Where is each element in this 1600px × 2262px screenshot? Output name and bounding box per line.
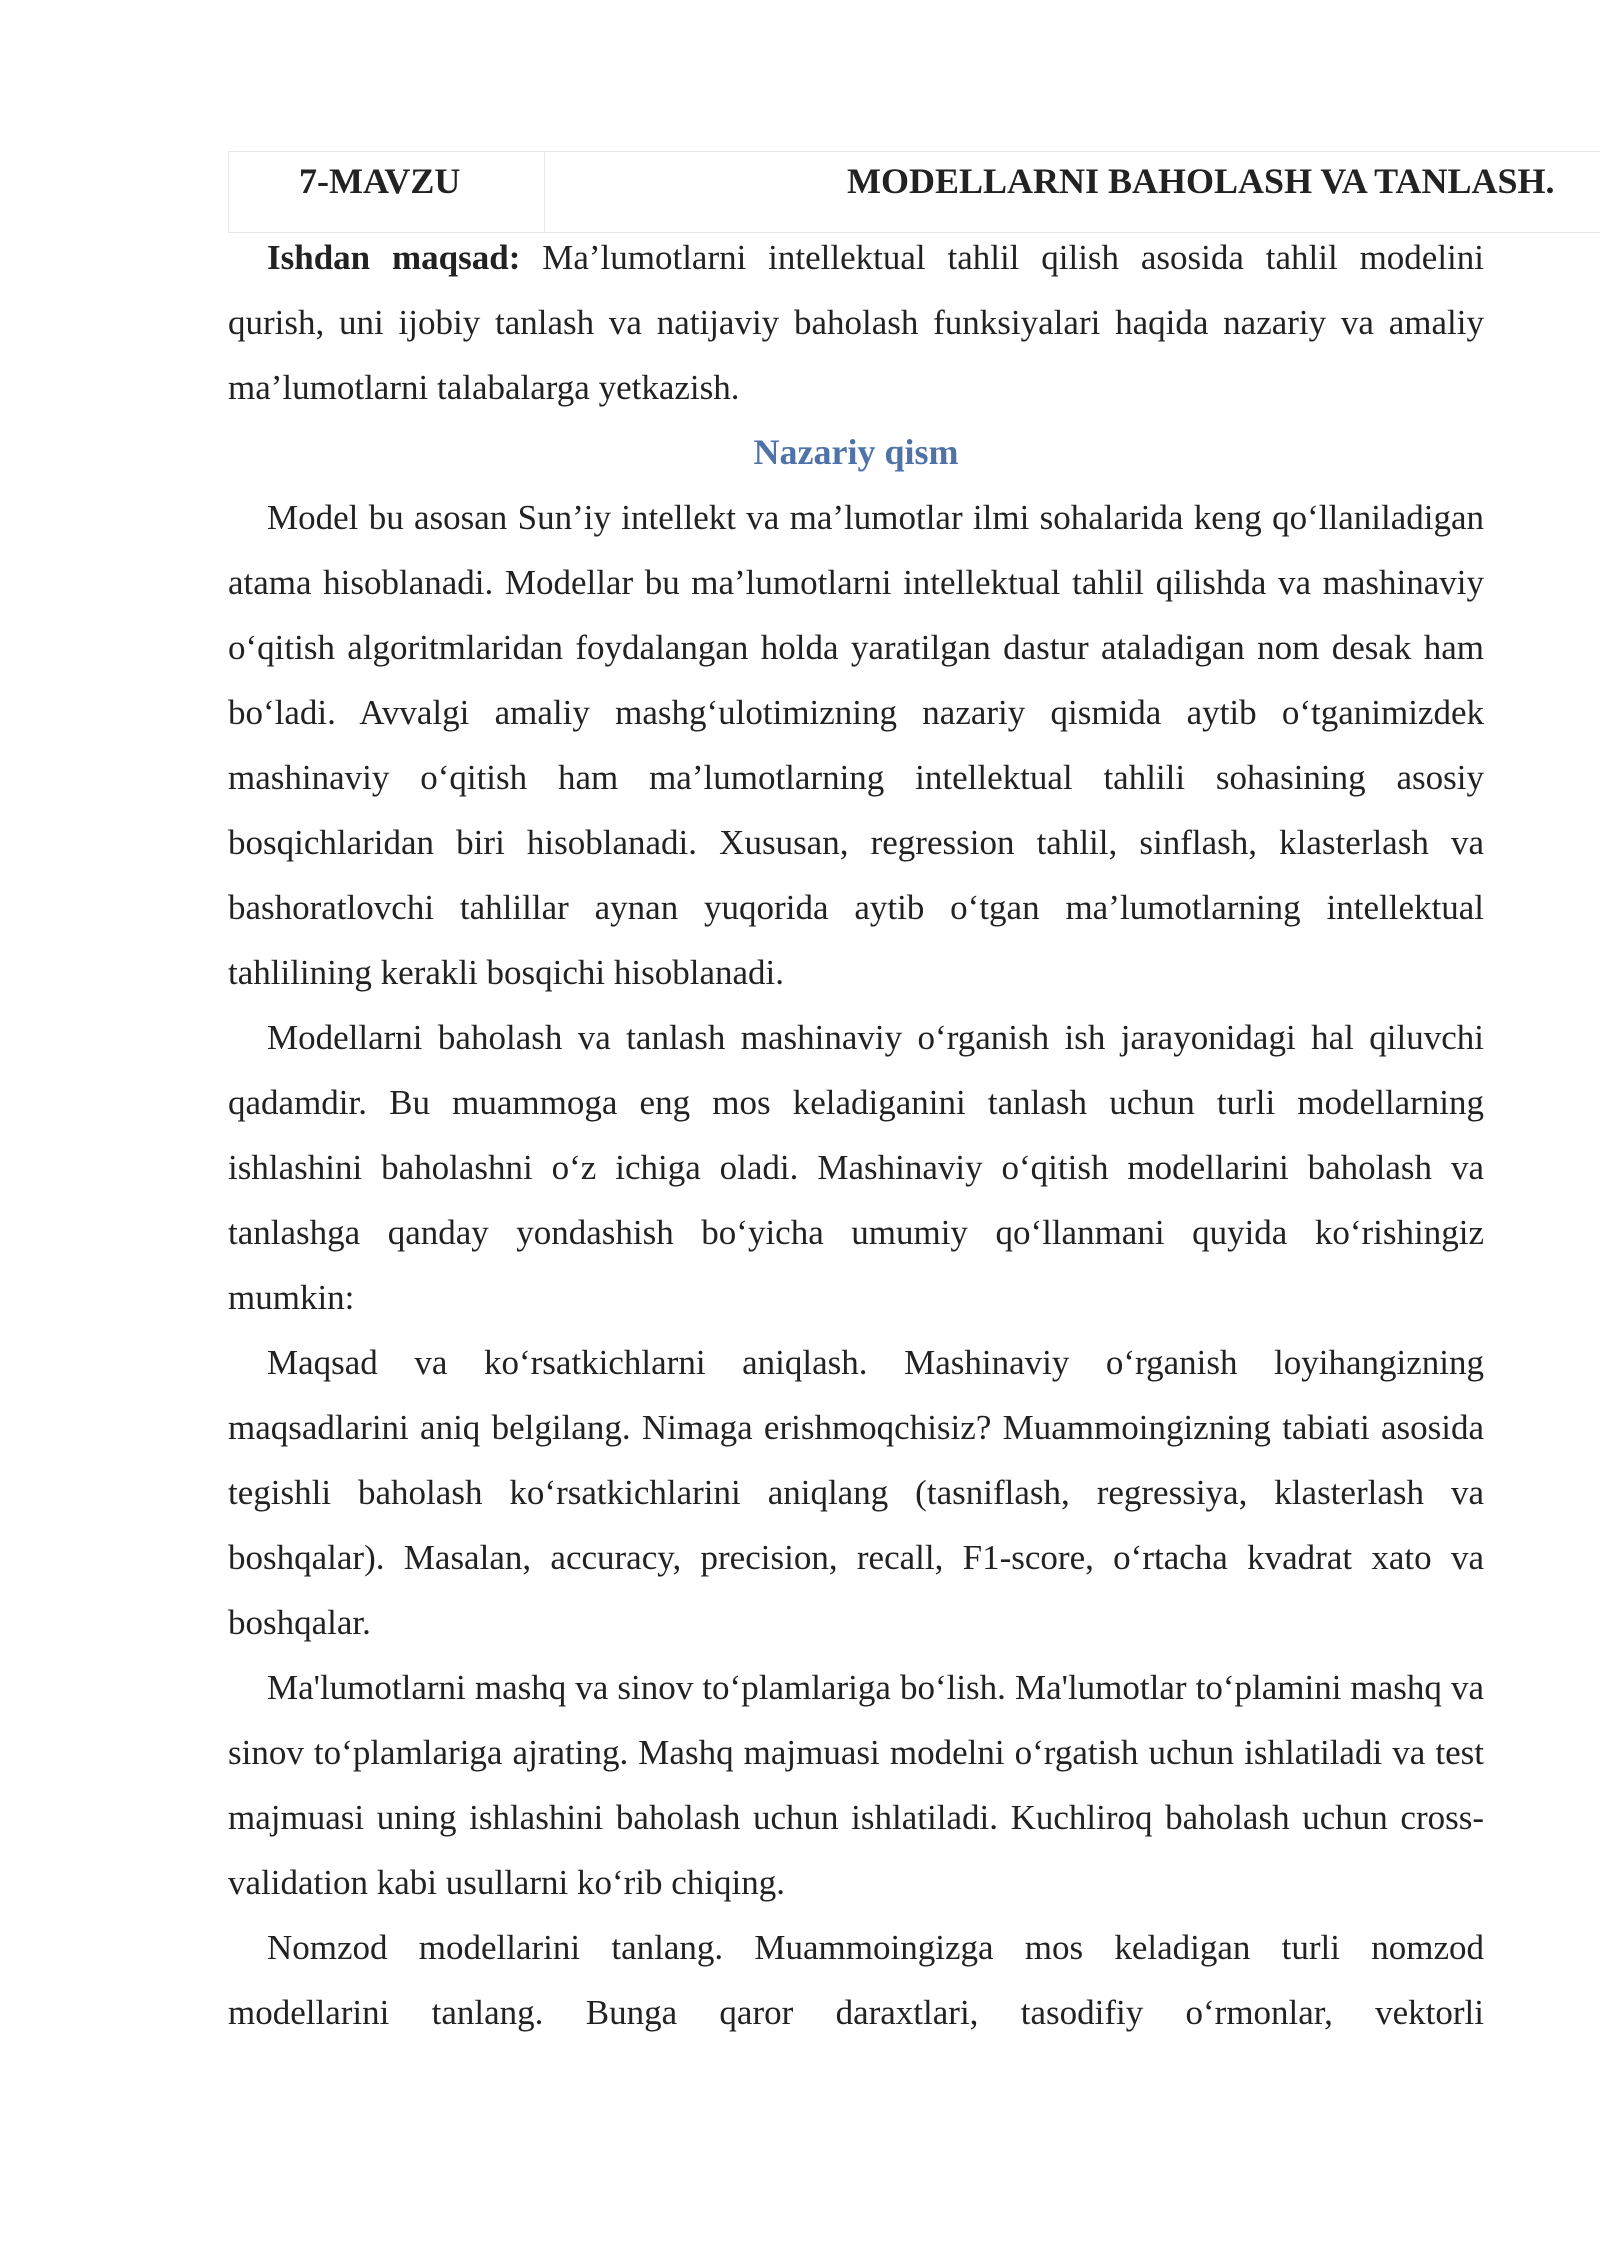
document-body [228,225,1484,2045]
topic-title: MODELLARNI BAHOLASH VA TANLASH. [847,161,1555,201]
goal-label: Ishdan maqsad: [267,238,521,277]
paragraph-model-evaluation: Modellarni baholash va tanlash mashinaviy o‘rganish ish jarayonidagi hal qiluvchi qadamdir. Bu muammoga eng mos keladiganini tanlash uchun turli modellarning ishlashini baholashni o‘z ichiga oladi. Mashinaviy o‘qitish modellarini baholash va tanlashga qanday yondashish bo‘yicha umumiy qo‘llanmani quyida ko‘rishingiz mumkin: [228,1018,1484,1317]
topic-number: 7-MAVZU [299,161,461,201]
goal-text: Ma’lumotlarni intellektual tahlil qilish asosida tahlil modelini qurish, uni ijobiy tanlash va natijaviy baholash funksiyalari haqida nazariy va amaliy ma’lumotlarni talabalarga yetkazish. [228,238,1484,407]
paragraph-candidate-models: Nomzod modellarini tanlang. Muammoingizga mos keladigan turli nomzod modellarini tanlang. Bunga qaror daraxtlari, tasodifiy o‘rmonlar, vektorli [228,1928,1484,2032]
paragraph-goals-metrics: Maqsad va ko‘rsatkichlarni aniqlash. Mashinaviy o‘rganish loyihangizning maqsadlarini aniq belgilang. Nimaga erishmoqchisiz? Muammoingizning tabiati asosida tegishli baholash ko‘rsatkichlarini aniqlang (tasniflash, regressiya, klasterlash va boshqalar). Masalan, accuracy, precision, recall, F1-score, o‘rtacha kvadrat xato va boshqalar. [228,1343,1484,1642]
goal-paragraph [228,225,1484,420]
header-table [228,151,1600,233]
paragraph-train-test-split: Ma'lumotlarni mashq va sinov to‘plamlariga bo‘lish. Ma'lumotlar to‘plamini mashq va sinov to‘plamlariga ajrating. Mashq majmuasi modelni o‘rgatish uchun ishlatiladi va test majmuasi uning ishlashini baholash uchun ishlatiladi. Kuchliroq baholash uchun cross-validation kabi usullarni ko‘rib chiqing. [228,1668,1484,1902]
paragraph-model-definition: Model bu asosan Sun’iy intellekt va ma’lumotlar ilmi sohalarida keng qo‘llaniladigan atama hisoblanadi. Modellar bu ma’lumotlarni intellektual tahlil qilishda va mashinaviy o‘qitish algoritmlaridan foydalangan holda yaratilgan dastur ataladigan nom desak ham bo‘ladi. Avvalgi amaliy mashg‘ulotimizning nazariy qismida aytib o‘tganimizdek mashinaviy o‘qitish ham ma’lumotlarning intellektual tahlili sohasining asosiy bosqichlaridan biri hisoblanadi. Xususan, regression tahlil, sinflash, klasterlash va bashoratlovchi tahlillar aynan yuqorida aytib o‘tgan ma’lumotlarning intellektual tahlilining kerakli bosqichi hisoblanadi. [228,498,1484,992]
section-title: Nazariy qism [753,432,959,472]
header-divider [544,152,545,232]
